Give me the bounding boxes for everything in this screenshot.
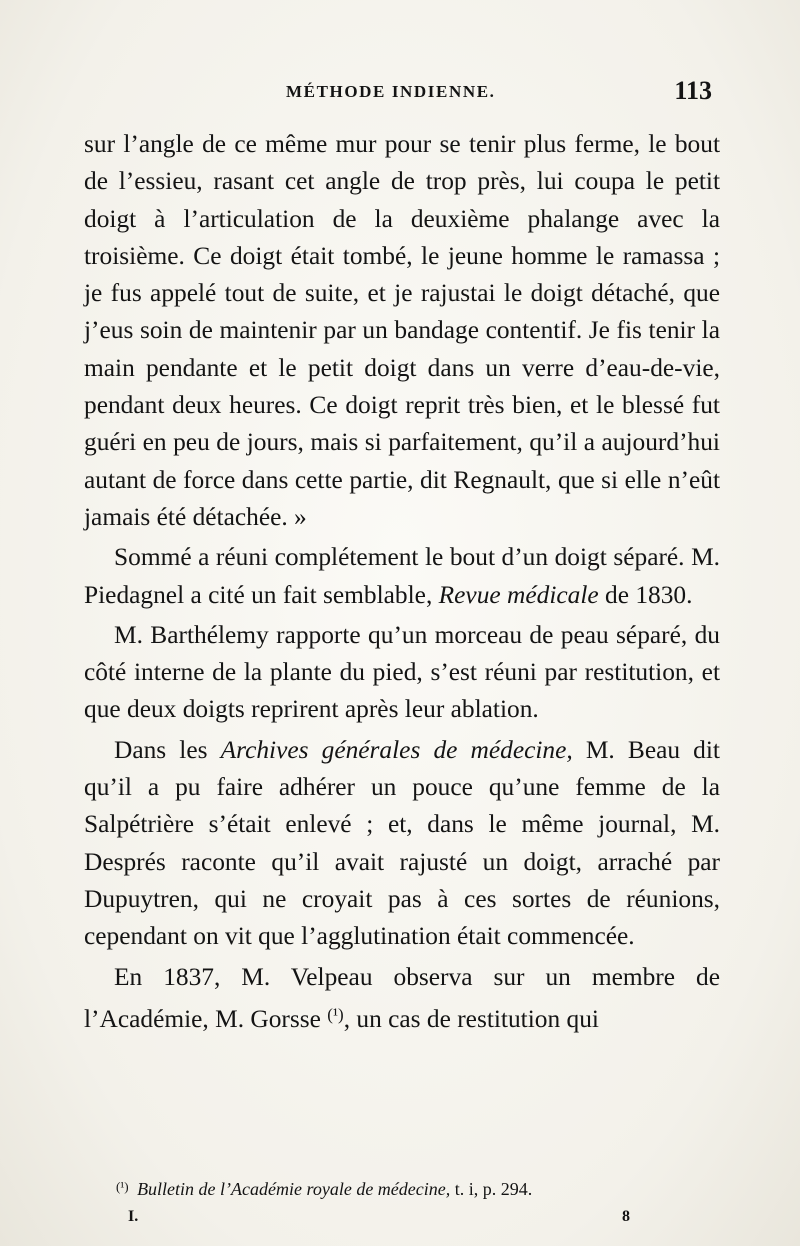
paragraph-2-end: de 1830. — [605, 580, 693, 609]
paragraph-3 — [84, 617, 720, 729]
signature-mark-right: 8 — [622, 1208, 630, 1225]
signature-mark-left: I. — [128, 1208, 139, 1225]
running-head — [86, 78, 712, 112]
footnote-number: (¹) — [116, 1179, 129, 1194]
paragraph-1-text: sur l’angle de ce même mur pour se tenir plus ferme, le bout de l’essieu, rasant cet angle de trop près, lui coupa le petit doigt à l’articulation de la deuxième phalange avec la troisième. Ce doigt était tombé, le jeune homme le ramassa ; je fus appelé tout de suite, et je rajustai le doigt détaché, que j’eus soin de maintenir par un bandage contentif. Je fis tenir la main pendante et le petit doigt dans un verre d’eau-de-vie, pendant deux heures. Ce doigt reprit très bien, et le blessé fut guéri en peu de jours, mais si parfaitement, qu’il a aujourd’hui autant de force dans cette partie, dit Regnault, que si elle n’eût jamais été détachée. » — [84, 130, 720, 531]
paragraph-2-text: Sommé a réuni complétement le bout d’un doigt séparé. M. Piedagnel a cité un fait semblable, — [84, 543, 720, 609]
page-number: 113 — [674, 76, 712, 105]
paragraph-4-italic: Archives générales de médecine, — [220, 735, 573, 764]
running-title: MÉTHODE INDIENNE. — [286, 82, 496, 101]
paragraph-2-italic: Revue médicale — [438, 580, 599, 609]
paragraph-4 — [84, 732, 720, 956]
footnote-reference: (¹) — [327, 1004, 344, 1024]
paragraph-5-text: En 1837, M. Velpeau observa sur un membre de l’Académie, M. Gorsse — [84, 962, 720, 1033]
paragraph-2 — [84, 539, 720, 614]
paragraph-5 — [84, 959, 720, 1039]
footnote — [116, 1176, 676, 1200]
paragraph-4-rest: M. Beau dit qu’il a pu faire adhérer un pouce qu’une femme de la Salpétrière s’était enlevé ; et, dans le même journal, M. Després raconte qu’il avait rajusté un doigt, arraché par Dupuytren, qui ne croyait pas à ces sortes de réunions, cependant on vit que l’agglutination était commencée. — [84, 735, 720, 951]
paragraph-1 — [84, 126, 720, 536]
footnote-italic: Bulletin de l’Académie royale de médecine, — [137, 1179, 451, 1199]
footnote-rest: t. i, p. 294. — [454, 1179, 533, 1199]
paragraph-4-start: Dans les — [114, 735, 208, 764]
paragraph-3-text: M. Barthélemy rapporte qu’un morceau de peau séparé, du côté interne de la plante du pied, s’est réuni par restitution, et que deux doigts reprirent après leur ablation. — [84, 620, 720, 724]
body-text — [84, 126, 720, 1038]
paragraph-5-end: , un cas de restitution qui — [343, 1004, 599, 1033]
